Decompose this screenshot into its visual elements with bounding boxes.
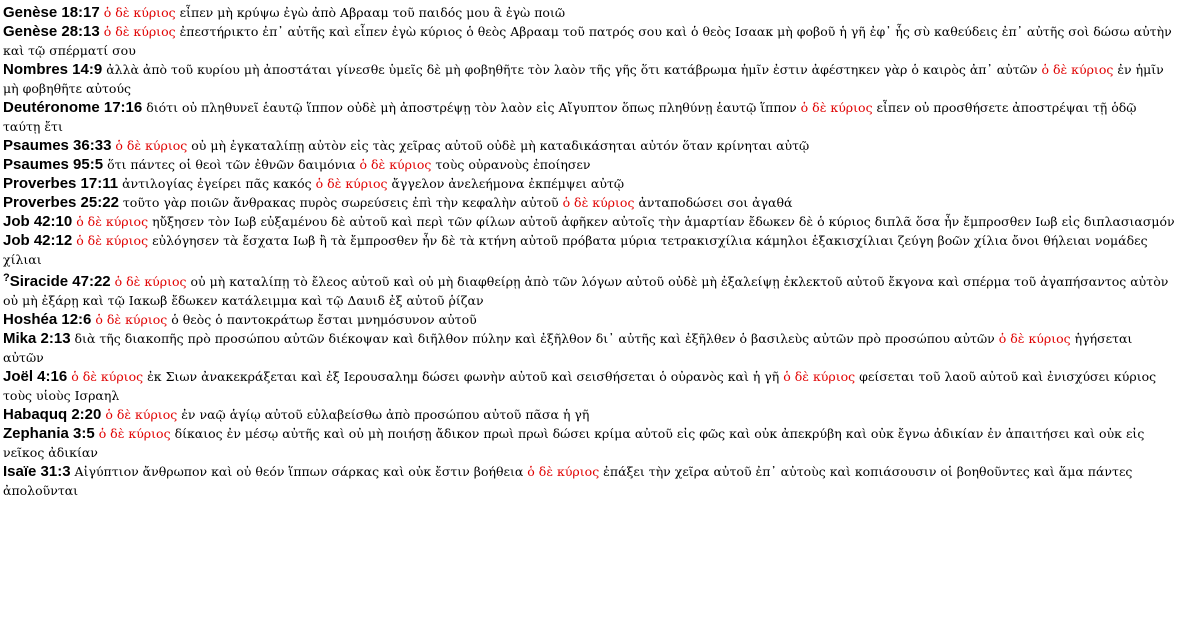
highlight-term: ὁ δὲ κύριος bbox=[105, 407, 178, 423]
verse-text: εἶπεν οὐ προσθήσετε ἀποστρέψαι τῇ ὁδῷ ταύτῃ ἔτι bbox=[3, 100, 1137, 134]
highlight-term: ὁ δὲ κύριος bbox=[76, 233, 149, 248]
verse-reference: Genèse 18:17 bbox=[3, 4, 100, 21]
verse-text: ἀνταποδώσει σοι ἀγαθά bbox=[634, 195, 793, 210]
verse-reference: Joël 4:16 bbox=[3, 368, 68, 386]
verse-entry bbox=[3, 329, 1176, 367]
verse-entry bbox=[3, 174, 1176, 193]
highlight-term: ὁ δὲ κύριος bbox=[103, 5, 176, 20]
highlight-term: ὁ δὲ κύριος bbox=[800, 100, 873, 115]
verse-entry bbox=[3, 310, 1176, 329]
verse-text: τοῦτο γὰρ ποιῶν ἄνθρακας πυρὸς σωρεύσεις ἐπὶ τὴν κεφαλὴν αὐτοῦ bbox=[122, 195, 563, 210]
highlight-term: ὁ δὲ κύριος bbox=[783, 369, 856, 385]
verse-reference: Job 42:10 bbox=[3, 213, 73, 230]
verse-reference: Proverbes 25:22 bbox=[3, 194, 119, 211]
verse-entry bbox=[3, 155, 1176, 174]
verse-reference: Nombres 14:9 bbox=[3, 61, 103, 78]
verse-text: ἐκ Σιων ἀνακεκράξεται καὶ ἐξ Ιερουσαλημ δώσει φωνὴν αὐτοῦ καὶ σεισθήσεται ὁ οὐρανὸς καὶ ἡ γῆ bbox=[143, 369, 784, 385]
verse-entry bbox=[3, 424, 1176, 462]
verse-reference: Habaquq 2:20 bbox=[3, 406, 102, 424]
verse-reference: Proverbes 17:11 bbox=[3, 175, 119, 192]
verse-reference: Mika 2:13 bbox=[3, 330, 71, 348]
highlight-term: ὁ δὲ κύριος bbox=[1041, 62, 1114, 77]
highlight-term: ὁ δὲ κύριος bbox=[71, 369, 144, 385]
highlight-term: ὁ δὲ κύριος bbox=[115, 138, 188, 153]
highlight-term: ὁ δὲ κύριος bbox=[114, 274, 187, 290]
verse-text: ἄγγελον ἀνελεήμονα ἐκπέμψει αὐτῷ bbox=[387, 176, 625, 191]
verse-text: ἀντιλογίας ἐγείρει πᾶς κακός bbox=[122, 176, 316, 191]
verse-reference: Hoshéa 12:6 bbox=[3, 311, 92, 329]
verse-text: ἐπάξει τὴν χεῖρα αὐτοῦ ἐπ᾽ αὐτοὺς καὶ κοπιάσουσιν οἱ βοηθοῦντες καὶ ἅμα πάντες ἀπολοῦνται bbox=[3, 464, 1133, 499]
highlight-term: ὁ δὲ κύριος bbox=[315, 176, 388, 191]
verse-entry bbox=[3, 98, 1176, 136]
verse-text: τοὺς οὐρανοὺς ἐποίησεν bbox=[431, 157, 591, 172]
verse-reference: Zephania 3:5 bbox=[3, 425, 95, 443]
verse-text: φείσεται τοῦ λαοῦ αὐτοῦ καὶ ἐνισχύσει κύριος τοὺς υἱοὺς Ισραηλ bbox=[3, 369, 1157, 404]
verse-text: διὰ τῆς διακοπῆς πρὸ προσώπου αὐτῶν διέκοψαν καὶ διῆλθον πύλην καὶ ἐξῆλθον δι᾽ αὐτῆς καὶ ἐξῆλθεν ὁ βασιλεὺς αὐτῶν πρὸ προσώπου αὐτῶν bbox=[74, 331, 999, 347]
verse-text: ἐν ἡμῖν μὴ φοβηθῆτε αὐτούς bbox=[3, 62, 1164, 96]
verse-text: ὅτι πάντες οἱ θεοὶ τῶν ἐθνῶν δαιμόνια bbox=[107, 157, 360, 172]
verse-reference: Genèse 28:13 bbox=[3, 23, 100, 40]
verse-text: εὐλόγησεν τὰ ἔσχατα Ιωβ ἢ τὰ ἔμπροσθεν ἦν δὲ τὰ κτήνη αὐτοῦ πρόβατα μύρια τετρακισχίλια κάμηλοι ἑξακισχίλιαι ζεύγη βοῶν χίλια ὄνοι θήλειαι νομάδες χίλιαι bbox=[3, 233, 1148, 267]
highlight-term: ὁ δὲ κύριος bbox=[998, 331, 1071, 347]
verse-reference: Deutéronome 17:16 bbox=[3, 99, 143, 116]
verse-marker: ? bbox=[3, 272, 10, 284]
verse-text: διότι οὐ πληθυνεῖ ἑαυτῷ ἵππον οὐδὲ μὴ ἀποστρέψῃ τὸν λαὸν εἰς Αἴγυπτον ὅπως πληθύνῃ ἑαυτῷ ἵππον bbox=[146, 100, 801, 115]
verse-entry bbox=[3, 60, 1176, 98]
verse-text: δίκαιος ἐν μέσῳ αὐτῆς καὶ οὐ μὴ ποιήσῃ ἄδικον πρωὶ πρωὶ δώσει κρίμα αὐτοῦ εἰς φῶς καὶ οὐκ ἀπεκρύβη καὶ οὐκ ἔγνω ἀδικίαν ἐν ἀπαιτήσει καὶ οὐκ εἰς νεῖκος ἀδικίαν bbox=[3, 426, 1145, 461]
verse-text: οὐ μὴ καταλίπῃ τὸ ἔλεος αὐτοῦ καὶ οὐ μὴ διαφθείρῃ ἀπὸ τῶν λόγων αὐτοῦ οὐδὲ μὴ ἐξαλείψῃ ἐκλεκτοῦ αὐτοῦ ἔκγονα καὶ σπέρμα τοῦ ἀγαπήσαντος αὐτὸν οὐ μὴ ἐξάρῃ καὶ τῷ Ιακωβ ἔδωκεν κατάλειμμα καὶ τῷ Δαυιδ ἐξ αὐτοῦ ῥίζαν bbox=[3, 274, 1169, 309]
highlight-term: ὁ δὲ κύριος bbox=[527, 464, 600, 480]
verse-text: ἡγήσεται αὐτῶν bbox=[3, 331, 1133, 366]
highlight-term: ὁ δὲ κύριος bbox=[103, 24, 176, 39]
highlight-term: ὁ δὲ κύριος bbox=[76, 214, 149, 229]
highlight-term: ὁ δὲ κύριος bbox=[95, 312, 168, 328]
verse-text: ἀλλὰ ἀπὸ τοῦ κυρίου μὴ ἀποστάται γίνεσθε ὑμεῖς δὲ μὴ φοβηθῆτε τὸν λαὸν τῆς γῆς ὅτι κατάβρωμα ἡμῖν ἐστιν ἀφέστηκεν γὰρ ὁ καιρὸς ἀπ᾽ αὐτῶν bbox=[106, 62, 1042, 77]
highlight-term: ὁ δὲ κύριος bbox=[562, 195, 635, 210]
verse-text: Αἰγύπτιον ἄνθρωπον καὶ οὐ θεόν ἵππων σάρκας καὶ οὐκ ἔστιν βοήθεια bbox=[74, 464, 528, 480]
highlight-term: ὁ δὲ κύριος bbox=[359, 157, 432, 172]
verse-text: εἶπεν μὴ κρύψω ἐγὼ ἀπὸ Αβρααμ τοῦ παιδός μου ἃ ἐγὼ ποιῶ bbox=[175, 5, 566, 20]
verse-entry bbox=[3, 3, 1176, 22]
verse-entry bbox=[3, 231, 1176, 269]
verse-entry bbox=[3, 193, 1176, 212]
verse-text: οὐ μὴ ἐγκαταλίπῃ αὐτὸν εἰς τὰς χεῖρας αὐτοῦ οὐδὲ μὴ καταδικάσηται αὐτόν ὅταν κρίνηται αὐτῷ bbox=[187, 138, 810, 153]
verse-text: ἐπεστήρικτο ἐπ᾽ αὐτῆς καὶ εἶπεν ἐγὼ κύριος ὁ θεὸς Αβρααμ τοῦ πατρός σου καὶ ὁ θεὸς Ισαακ μὴ φοβοῦ ἡ γῆ ἐφ᾽ ἧς σὺ καθεύδεις ἐπ᾽ αὐτῆς σοὶ δώσω αὐτὴν καὶ τῷ σπέρματί σου bbox=[3, 24, 1172, 58]
verse-entry bbox=[3, 269, 1176, 310]
verse-entry bbox=[3, 367, 1176, 405]
verse-text: ἐν ναῷ ἁγίῳ αὐτοῦ εὐλαβείσθω ἀπὸ προσώπου αὐτοῦ πᾶσα ἡ γῆ bbox=[177, 407, 590, 423]
verse-reference: Siracide 47:22 bbox=[9, 273, 111, 291]
verse-entry bbox=[3, 405, 1176, 424]
verse-entry bbox=[3, 462, 1176, 500]
verse-reference: Job 42:12 bbox=[3, 232, 73, 249]
highlight-term: ὁ δὲ κύριος bbox=[98, 426, 171, 442]
verse-text: ηὔξησεν τὸν Ιωβ εὐξαμένου δὲ αὐτοῦ καὶ περὶ τῶν φίλων αὐτοῦ ἀφῆκεν αὐτοῖς τὴν ἁμαρτίαν ἔδωκεν δὲ ὁ κύριος διπλᾶ ὅσα ἦν ἔμπροσθεν Ιωβ εἰς διπλασιασμόν bbox=[148, 214, 1175, 229]
verse-text: ὁ θεὸς ὁ παντοκράτωρ ἔσται μνημόσυνον αὐτοῦ bbox=[167, 312, 477, 328]
verse-reference: Isaïe 31:3 bbox=[3, 463, 71, 481]
verse-entry bbox=[3, 136, 1176, 155]
verse-reference: Psaumes 36:33 bbox=[3, 137, 112, 154]
verse-entry bbox=[3, 22, 1176, 60]
verse-entry bbox=[3, 212, 1176, 231]
verse-reference: Psaumes 95:5 bbox=[3, 156, 104, 173]
